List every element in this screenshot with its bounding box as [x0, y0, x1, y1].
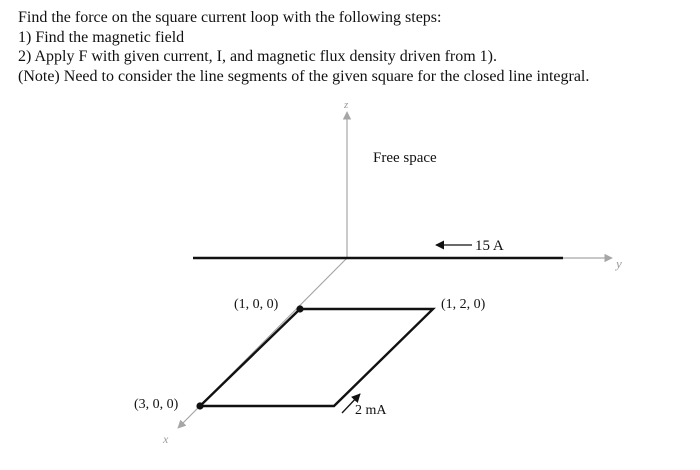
point-label-1-0-0: (1, 0, 0) [234, 297, 279, 312]
point-label-1-2-0: (1, 2, 0) [441, 297, 486, 312]
corner-point-1-0-0 [296, 305, 303, 312]
z-axis-label: z [344, 99, 349, 111]
y-axis-label: y [616, 256, 622, 271]
problem-line: Find the force on the square current loop with the following steps: [18, 9, 442, 26]
problem-step-1: 1) Find the magnetic field [18, 28, 185, 46]
wire-current-label: 15 A [475, 238, 504, 254]
square-loop [200, 309, 433, 406]
loop-current-label: 2 mA [355, 403, 387, 418]
x-axis-label: x [163, 432, 169, 446]
problem-step-2: 2) Apply F with given current, I, and magnetic flux density driven from 1). [18, 48, 498, 65]
point-label-3-0-0: (3, 0, 0) [134, 397, 179, 412]
medium-label: Free space [373, 150, 437, 166]
problem-note: (Note) Need to consider the line segments of the given square for the closed line integral. [18, 67, 590, 85]
corner-point-3-0-0 [196, 402, 203, 409]
